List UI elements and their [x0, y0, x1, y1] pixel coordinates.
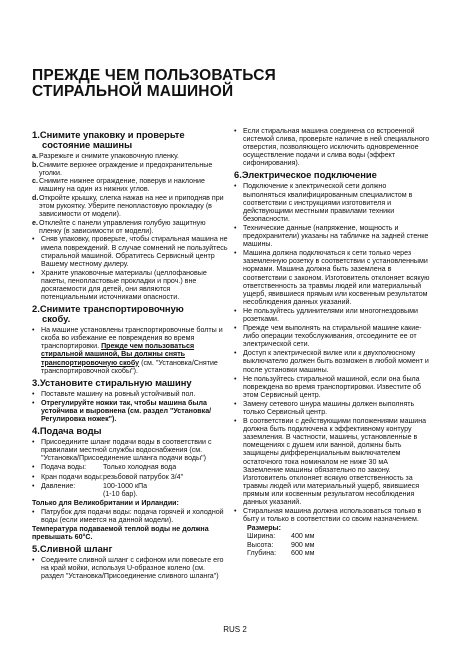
section-5-heading: 5.Сливной шланг	[32, 543, 113, 555]
section-2-heading-line1: 2.Снимите транспортировочную	[32, 303, 184, 315]
bullet-icon: •	[234, 374, 237, 383]
step-b	[32, 161, 228, 177]
dimension-value: 600 мм	[291, 548, 315, 557]
page-title-line2: СТИРАЛЬНОЙ МАШИНОЙ	[32, 83, 234, 100]
bullet-icon: •	[234, 306, 237, 315]
spec-key: Подача воды:	[41, 463, 87, 472]
section-1-heading	[32, 130, 228, 150]
dimension-key: Высота:	[247, 540, 274, 549]
section-1-heading-line2: состояние машины	[42, 139, 133, 150]
list-item	[234, 349, 430, 373]
dimensions-heading: Размеры:	[247, 524, 281, 533]
list-item-text: Замену сетевого шнура машины должен выполнять только Сервисный центр.	[243, 399, 415, 416]
bullet-icon: •	[32, 463, 35, 472]
bullet-icon: •	[32, 326, 35, 335]
bracket-reference: (см. "Установка/Снятие транспортировочной скобы").	[41, 358, 218, 375]
right-column	[234, 127, 430, 557]
step-a-text: Разрежьте и снимите упаковочную пленку.	[39, 152, 179, 160]
left-column	[32, 127, 228, 582]
bracket-warning: Прежде чем пользоваться стиральной машиной, Вы должны снять транспортировочную скобу	[41, 342, 195, 367]
dimension-value: 400 мм	[291, 532, 315, 541]
list-item	[32, 326, 228, 375]
spec-row	[32, 473, 228, 481]
list-item-text: Если стиральная машина соединена со встроенной системой слива, проверьте наличие в ней специального отверстия, позволяющего исключить одновременное осуществление подачи и слива воды (эффект сифонирования).	[243, 127, 430, 168]
step-c-letter: c.	[32, 177, 38, 186]
dimensions-block	[243, 524, 430, 556]
list-item	[234, 224, 430, 248]
bullet-icon: •	[32, 481, 35, 490]
list-item-text: Прежде чем выполнять на стиральной машине какие-либо операции техобслуживания, отсоедините ее от электрической сети.	[243, 324, 422, 349]
list-item-text: Не пользуйтесь стиральной машиной, если она была повреждена во время транспортировки. Известите об этом Сервисный центр.	[243, 374, 421, 399]
step-b-text: Снимите верхнее ограждение и предохранительные уголки.	[39, 160, 213, 177]
pressure-bar: (1-10 бар).	[103, 489, 138, 498]
uk-note-heading: Только для Великобритании и Ирландии:	[32, 498, 179, 507]
list-item	[234, 307, 430, 323]
list-item	[32, 438, 228, 462]
bullet-icon: •	[32, 389, 35, 398]
bullet-icon: •	[32, 507, 35, 516]
step-b-letter: b.	[32, 160, 39, 169]
temperature-note: Температура подаваемой теплой воды не должна превышать 60°C.	[32, 525, 209, 542]
list-item	[234, 400, 430, 416]
section-6-heading: 6.Электрическое подключение	[234, 169, 377, 181]
step-a-letter: a.	[32, 152, 38, 160]
section-4-heading: 4.Подача воды	[32, 425, 102, 437]
list-item-text: Машина должна подключаться к сети только через заземленную розетку в соответствии с установленными нормами. Машина должна быть заземлена в соответствии с законом. Изготовитель отклоняет всякую ответственность за травмы людей или материальный ущерб, явившиеся прямым или косвенным результатом несоблюдения данных указаний.	[243, 249, 430, 306]
list-item-text: Стиральная машина должна использоваться только в быту и только в соответствии со своим назначением.	[243, 507, 422, 524]
step-e-letter: e.	[32, 218, 38, 227]
list-item	[32, 235, 228, 267]
list-item	[234, 324, 430, 348]
bullet-icon: •	[234, 507, 237, 516]
bullet-icon: •	[32, 438, 35, 447]
page-title	[32, 68, 312, 100]
dimension-row	[247, 549, 430, 557]
bullet-icon: •	[32, 268, 35, 277]
bullet-icon: •	[234, 417, 237, 426]
step-e	[32, 219, 228, 235]
dimension-row	[247, 541, 430, 549]
dimension-key: Ширина:	[247, 532, 276, 541]
bullet-icon: •	[234, 249, 237, 258]
step-e-text: Отклейте с панели управления голубую защитную пленку (в зависимости от модели).	[39, 218, 206, 235]
list-item-text: Не пользуйтесь удлинителями или многогнездовыми розетками.	[243, 306, 418, 323]
pressure-range: 100-1000 кПа	[103, 481, 148, 490]
spec-value: Только холодная вода	[103, 463, 177, 472]
list-item-text: Храните упаковочные материалы (целлофановые пакеты, пенопластовые прокладки и проч.) вне досягаемости для детей, они являются потенциальными источниками опасности.	[41, 268, 207, 302]
list-item-text: Сняв упаковку, проверьте, чтобы стиральная машина не имела повреждений. В случае сомнений не пользуйтесь стиральной машиной. Обратитесь Сервисный центр Вашему местному дилеру.	[41, 235, 228, 268]
list-item	[234, 375, 430, 399]
list-item	[234, 507, 430, 523]
list-item-text	[41, 326, 228, 375]
section-2-heading-line2: скобу.	[42, 313, 71, 325]
list-item	[32, 269, 228, 301]
bullet-icon: •	[234, 399, 237, 408]
step-c-text: Снимите нижнее ограждение, поверув и наклоние машину на один из нижних углов.	[39, 177, 205, 194]
section-1-heading-line1: 1.Снимите упаковку и проверьте	[32, 129, 185, 140]
list-item	[32, 556, 228, 580]
list-item-text: Поставьте машину на ровный устойчивый пол.	[41, 389, 196, 398]
list-item-text: Соедините сливной шланг с сифоном или повесьте его на край мойки, используя U-образное колено (см. раздел "Установка/Присоединение сливного шланга")	[41, 556, 224, 581]
bracket-note-text: На машине установлены транспортировочные болты и скоба во избежание ее повреждения во время транспортировки.	[41, 326, 223, 351]
list-item-text: Отрегулируйте ножки так, чтобы машина была устойчива и выровнена (см. раздел "Установка/Регулировка ножек").	[41, 398, 212, 424]
step-d	[32, 194, 228, 218]
bullet-icon: •	[32, 398, 35, 407]
step-d-letter: d.	[32, 193, 39, 202]
spec-key: Кран подачи воды:	[41, 472, 103, 481]
bullet-icon: •	[32, 472, 35, 481]
list-item	[234, 182, 430, 222]
section-3-heading: 3.Установите стиральную машину	[32, 376, 192, 388]
bullet-icon: •	[234, 223, 237, 232]
bullet-icon: •	[234, 182, 237, 191]
bullet-icon: •	[32, 556, 35, 565]
list-item-text: Доступ к электрической вилке или к двухполюсному выключателю должен быть возможен в любой момент и после установки машины.	[243, 349, 429, 374]
spec-key: Давление:	[41, 481, 76, 490]
section-2-heading	[32, 304, 228, 324]
list-item	[234, 249, 430, 306]
bullet-icon: •	[234, 324, 237, 333]
page-title-line1: ПРЕЖДЕ ЧЕМ ПОЛЬЗОВАТЬСЯ	[32, 67, 276, 84]
step-d-text: Откройте крышку, слегка нажав на нее и приподняв при этом рукоятку. Уберите пенопластовую прокладку (в зависимости от модели).	[39, 193, 224, 219]
list-item-text: В соответствии с действующими положениями машина должна быть подключена к эффективному контуру заземления. В частности, машины, установленные в помещениях с душем или ванной, должны быть защищены дифференциальным выключателем остаточного тока номиналом не ниже 30 мА Заземление машины обязательно по закону. Изготовитель отклоняет всякую ответственность за травмы людей или материальный ущерб, явившиеся прямым или косвенным результатом несоблюдения данных указаний.	[243, 417, 427, 507]
list-item	[32, 508, 228, 524]
page-number: RUS 2	[223, 625, 247, 634]
list-item-text: Присоедините шланг подачи воды в соответствии с правилами местной службы водоснабжения (см. "Установка/Присоединение шланга подачи воды")	[41, 438, 212, 463]
spec-value	[103, 482, 147, 498]
step-a	[32, 152, 228, 160]
list-item	[234, 127, 430, 167]
dimension-key: Глубина:	[247, 548, 277, 557]
list-item	[32, 390, 228, 398]
list-item	[234, 417, 430, 506]
list-item	[32, 399, 228, 423]
bullet-icon: •	[32, 235, 35, 244]
step-c	[32, 177, 228, 193]
bullet-icon: •	[234, 127, 237, 135]
spec-row	[32, 463, 228, 471]
list-item-text: Подключение к электрической сети должно выполняться квалифицированным специалистом в соответствии с инструкциями изготовителя и действующими местными правилами техники безопасности.	[243, 182, 413, 223]
list-item-text: Технические данные (напряжение, мощность и предохранители) указаны на табличке на задней стенке машины.	[243, 223, 429, 249]
spec-value: резьбовой патрубок 3/4"	[103, 472, 184, 481]
bullet-icon: •	[234, 349, 237, 358]
dimension-row	[247, 532, 430, 540]
spec-row	[32, 482, 228, 498]
list-item-text: Патрубок для подачи воды: подача горячей и холодной воды (если имеется на данной модели).	[41, 507, 224, 524]
dimension-value: 900 мм	[291, 540, 315, 549]
